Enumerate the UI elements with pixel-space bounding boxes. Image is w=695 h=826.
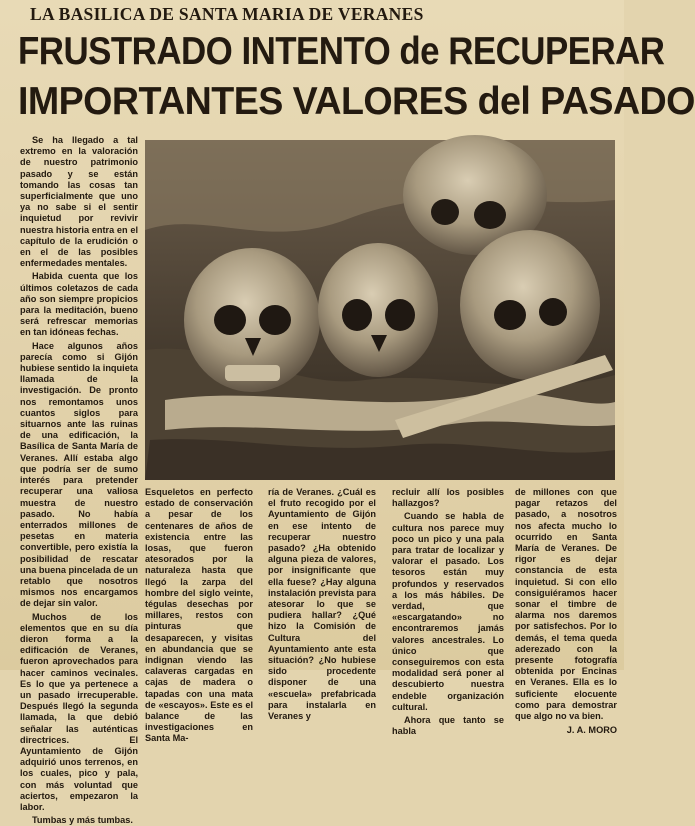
kicker-title: LA BASILICA DE SANTA MARIA DE VERANES	[30, 4, 424, 24]
column-4	[392, 487, 504, 737]
paragraph: Se ha llegado a tal extremo en la valoración de nuestro patrimonio pasado y se están tomando las cosas tan superficialmente que uno ya no sabe si el sentir inquietud por revivir nuestra historia entra en el capítulo de la erudición o en el de las posibles enfermedades mentales.	[20, 135, 138, 269]
column-2	[145, 487, 253, 745]
paragraph: Habida cuenta que los últimos coletazos de cada año son siempre propicios para la meditación, bueno será refrescar memorias en tan idóneas fechas.	[20, 271, 138, 338]
column-3	[268, 487, 376, 722]
paragraph: Esqueletos en perfecto estado de conservación a pesar de los centenares de años de existencia entre las losas, que fueron atesorados por la naturaleza hasta que llegó la zarpa del hombre del siglo veinte, tégulas desechas por millares, restos con pinturas que desaparecen, y visitas en abundancia que se indignan viendo las calaveras cargadas en cajas de madera o tapadas con una mata de «escayos». Este es el balance de las investigaciones en Santa Ma-	[145, 487, 253, 744]
column-5	[515, 487, 617, 736]
paragraph: Tumbas y más tumbas.	[32, 815, 133, 826]
paragraph: Muchos de los elementos que en su día dieron forma a la edificación de Veranes, fueron aprovechados para hacer caminos vecinales. Es lo que ya pertenece a un pasado irrecuperable. Después llegó la segunda llamada, la que debió señalar las auténticas directrices. El Ayuntamiento de Gijón adquirió unos terrenos, en los cuales, pico y pala, con más voluntad que aciertos, empezaron la labor.	[20, 611, 138, 812]
paragraph: ría de Veranes. ¿Cuál es el fruto recogido por el Ayuntamiento de Gijón en ese intento de recuperar nuestro pasado? ¿Ha obtenido alguna pieza de valores, por insignificante que ella fuese? ¿Hay alguna instalación prevista para atesorar lo que se pudiera hallar? ¿Qué hizo la Comisión de Cultura del Ayuntamiento ante esta situación? ¿No hubiese sido procedente disponer de una «escuela» prefabricada para instalarla en Veranes y	[268, 487, 376, 722]
skulls-photo-image	[145, 140, 615, 480]
byline: J. A. MORO	[566, 725, 617, 736]
paragraph: recluir allí los posibles hallazgos?	[392, 487, 504, 509]
left-column	[20, 135, 138, 826]
paragraph: de millones con que pagar retazos del pasado, a nosotros nos afecta mucho lo ocurrido en Santa María de Veranes. De rigor es dejar constancia de esta inquietud. Si con ello consiguiéramos hacer sonar el timbre de alarma nos daremos por satisfechos. Por lo demás, el tema queda aderezado con la presente fotografía obtenida por Encinas en Veranes. Ella es lo suficiente elocuente como para demostrar que algo no va bien.	[515, 487, 617, 722]
skulls-photo	[145, 140, 615, 480]
headline-line-1: FRUSTRADO INTENTO de RECUPERAR	[18, 30, 665, 73]
paragraph: Cuando se habla de cultura nos parece muy poco un pico y una pala para tratar de localizar y valorar el pasado. Los tesoros están muy profundos y reservados a los más hábiles. De verdad, que «escargatando» no encontraremos jamás valores ancestrales. Lo único que conseguiremos con esta modalidad será poner al descubierto nuestra endeble organización cultural.	[392, 511, 504, 712]
paragraph: Hace algunos años parecía como si Gijón hubiese sentido la inquieta llamada de la investigación. De pronto nos remontamos unos cuantos siglos para situarnos ante las ruinas de una edificación, la Basílica de Santa María de Veranes. Allí estaba algo que podría ser de sumo interés para pretender recuperar una valiosa muestra de nuestro pasado. No había enterrados millones de pesetas en materia convertible, pero existía la posibilidad de rescatar una buena pincelada de un retablo que nosotros mismos nos encargamos de dejar sin valor.	[20, 340, 138, 609]
paragraph: Ahora que tanto se habla	[392, 715, 504, 737]
headline-line-2: IMPORTANTES VALORES del PASADO	[18, 80, 695, 123]
